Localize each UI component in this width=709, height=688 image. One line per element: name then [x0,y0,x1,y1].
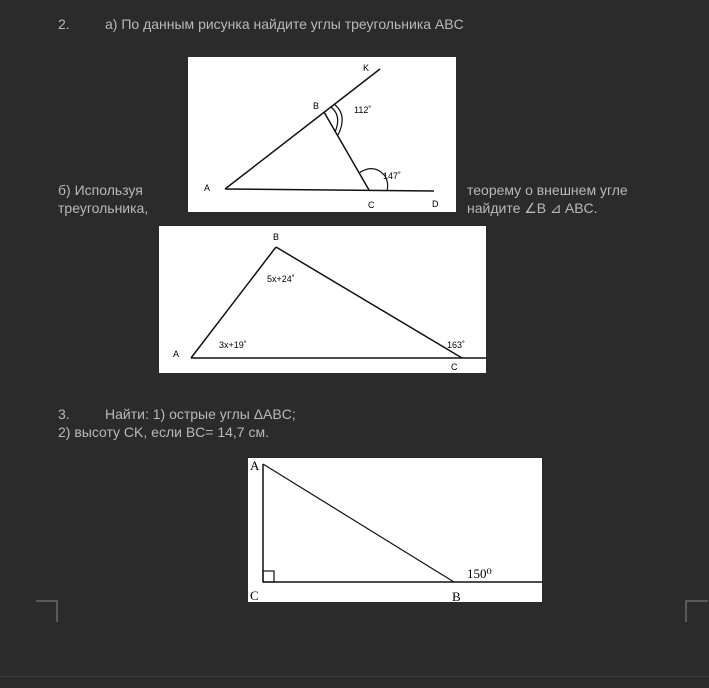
page-corner-mark-left [36,600,60,624]
label-c: C [451,362,458,372]
line-a-d [225,189,434,191]
problem-3-line-2: 2) высоту CK, если BC= 14,7 см. [58,424,269,440]
angle-b-expression: 5x+24˚ [267,274,295,284]
line-b-c [324,112,369,190]
label-a: A [173,349,180,359]
angle-arc-b-inner [331,107,338,132]
label-a: A [250,458,260,473]
part-b-right-line-2: найдите ∠B ⊿ ABC. [467,200,598,216]
part-b-left-line-2: треугольника, [58,200,149,216]
label-a: A [204,183,211,193]
problem-3-number: 3. [58,406,70,422]
figure-2-triangle-algebra [159,226,486,373]
page-corner-mark-right [684,600,708,624]
line-b-c [276,247,462,358]
label-k: K [363,63,370,73]
label-b: B [452,589,461,602]
line-a-k [225,69,380,189]
problem-2-part-a-text: а) По данным рисунка найдите углы треугольника ABC [105,16,464,32]
figure-3-right-triangle [248,458,542,602]
right-angle-marker [263,571,274,582]
label-d: D [432,199,439,209]
label-b: B [273,232,280,242]
angle-b-value: 112˚ [354,105,372,115]
label-c: C [250,588,259,602]
part-b-right-line-1: теорему о внешнем угле [467,182,628,198]
angle-c-exterior-value: 163˚ [447,340,466,350]
problem-3-line-1: Найти: 1) острые углы ΔABC; [105,406,296,422]
angle-a-expression: 3x+19˚ [219,340,247,350]
figure-1-exterior-angles [188,57,456,212]
angle-b-exterior-value: 150⁰ [467,566,492,581]
problem-2-number: 2. [58,16,70,32]
line-a-b [263,464,454,582]
part-b-left-line-1: б) Используя [58,182,143,198]
label-b: B [313,101,320,111]
page-bottom-separator [0,676,709,677]
label-c: C [368,200,375,210]
angle-c-value: 147˚ [383,171,402,181]
